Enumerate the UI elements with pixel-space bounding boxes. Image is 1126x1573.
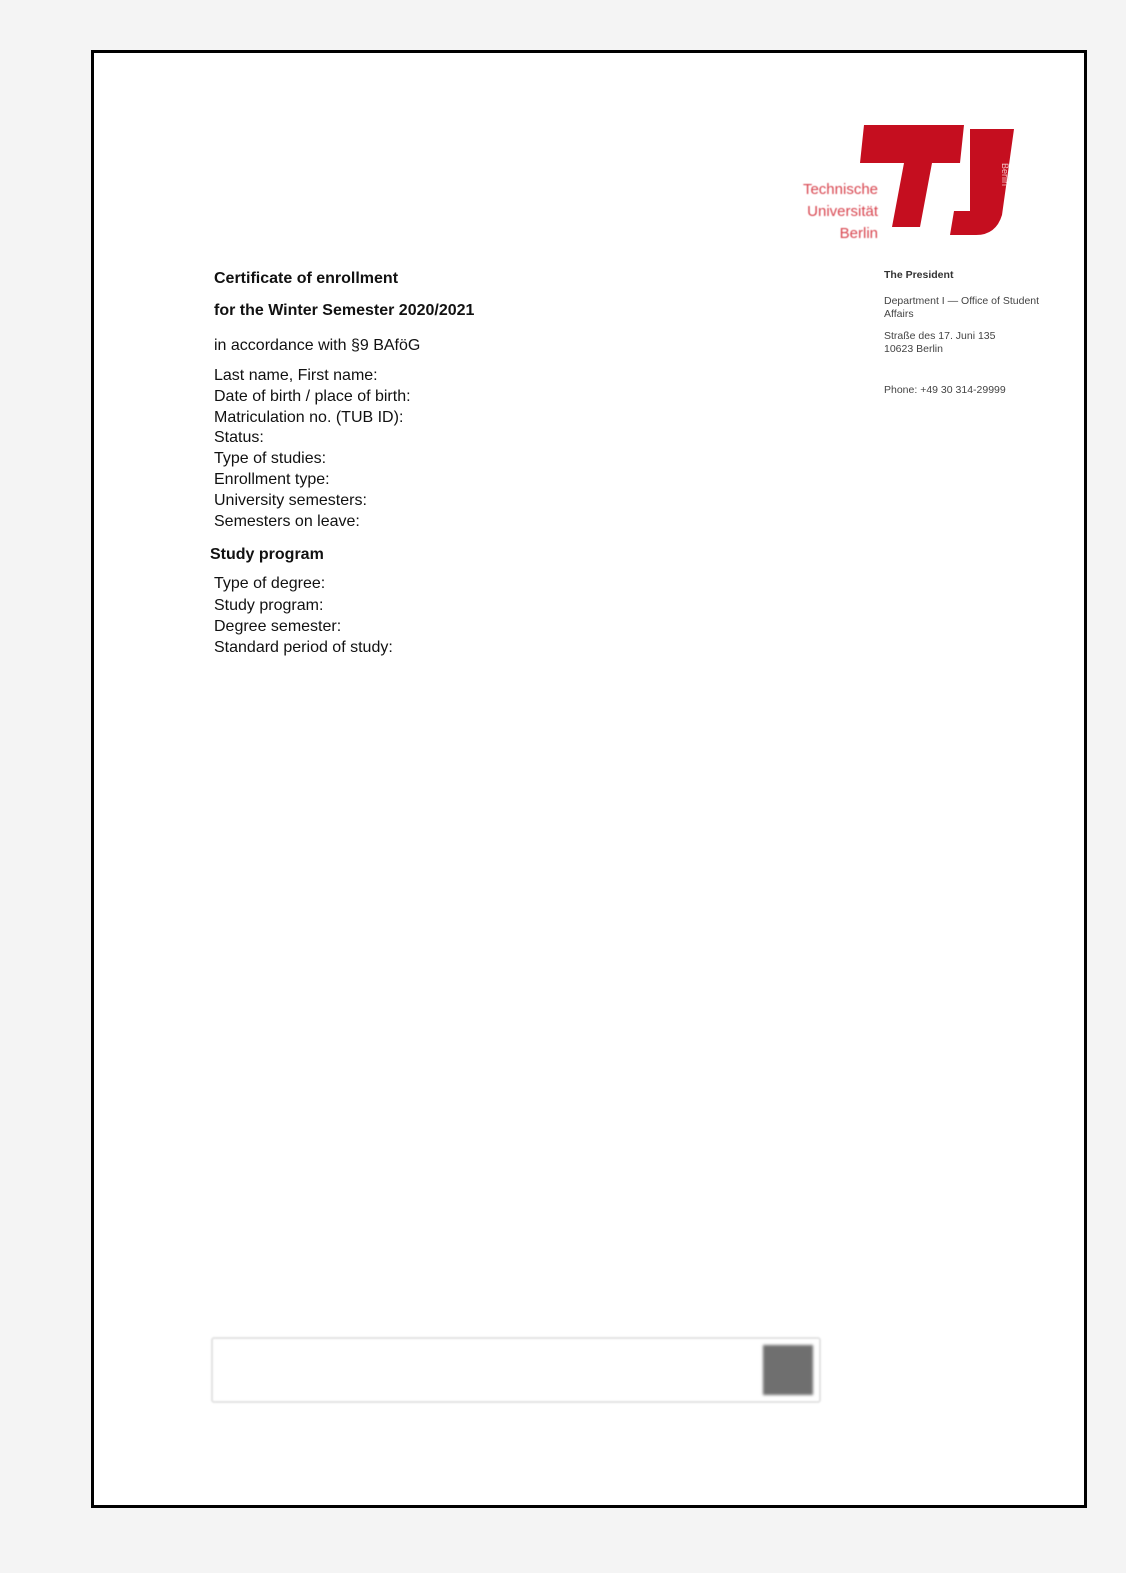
field-label: Semesters on leave: — [214, 512, 360, 530]
qr-code-icon — [763, 1345, 813, 1395]
certificate-semester: for the Winter Semester 2020/2021 — [214, 302, 475, 319]
logo-side-text: Berlin — [1000, 163, 1010, 187]
document-page — [91, 50, 1087, 1508]
program-field-label: Study program: — [214, 596, 324, 614]
tu-logo-icon — [780, 115, 1016, 255]
program-fields — [214, 573, 774, 658]
field-label: University semesters: — [214, 491, 367, 509]
program-field-label: Degree semester: — [214, 617, 342, 635]
certificate-title: Certificate of enrollment — [214, 270, 399, 287]
logo-line-2: Universität — [807, 203, 878, 220]
program-field-label: Type of degree: — [214, 575, 326, 593]
sender-department-line-1: Department I — Office of Student — [884, 295, 1040, 307]
certificate-body — [210, 269, 774, 659]
sender-block — [884, 269, 1074, 397]
sender-phone: Phone: +49 30 314-29999 — [884, 384, 1006, 396]
field-label: Last name, First name: — [214, 367, 378, 384]
field-label: Status: — [214, 429, 264, 447]
verification-box — [211, 1337, 821, 1403]
logo-line-3: Berlin — [839, 225, 878, 242]
field-label: Date of birth / place of birth: — [214, 387, 411, 405]
sender-president: The President — [884, 269, 954, 281]
tu-berlin-logo — [780, 115, 1016, 255]
section-title: Study program — [210, 546, 324, 564]
sender-department — [884, 295, 1074, 321]
sender-street: Straße des 17. Juni 135 — [884, 330, 996, 342]
certificate-legal-basis: in accordance with §9 BAföG — [214, 337, 421, 354]
sender-city: 10623 Berlin — [884, 343, 943, 355]
field-label: Matriculation no. (TUB ID): — [214, 408, 404, 426]
field-label: Type of studies: — [214, 450, 327, 468]
program-field-label: Standard period of study: — [214, 639, 393, 657]
student-fields — [214, 366, 774, 532]
sender-address — [884, 330, 1074, 356]
sender-department-line-2: Affairs — [884, 308, 914, 320]
field-label: Enrollment type: — [214, 470, 330, 488]
logo-line-1: Technische — [802, 181, 878, 198]
